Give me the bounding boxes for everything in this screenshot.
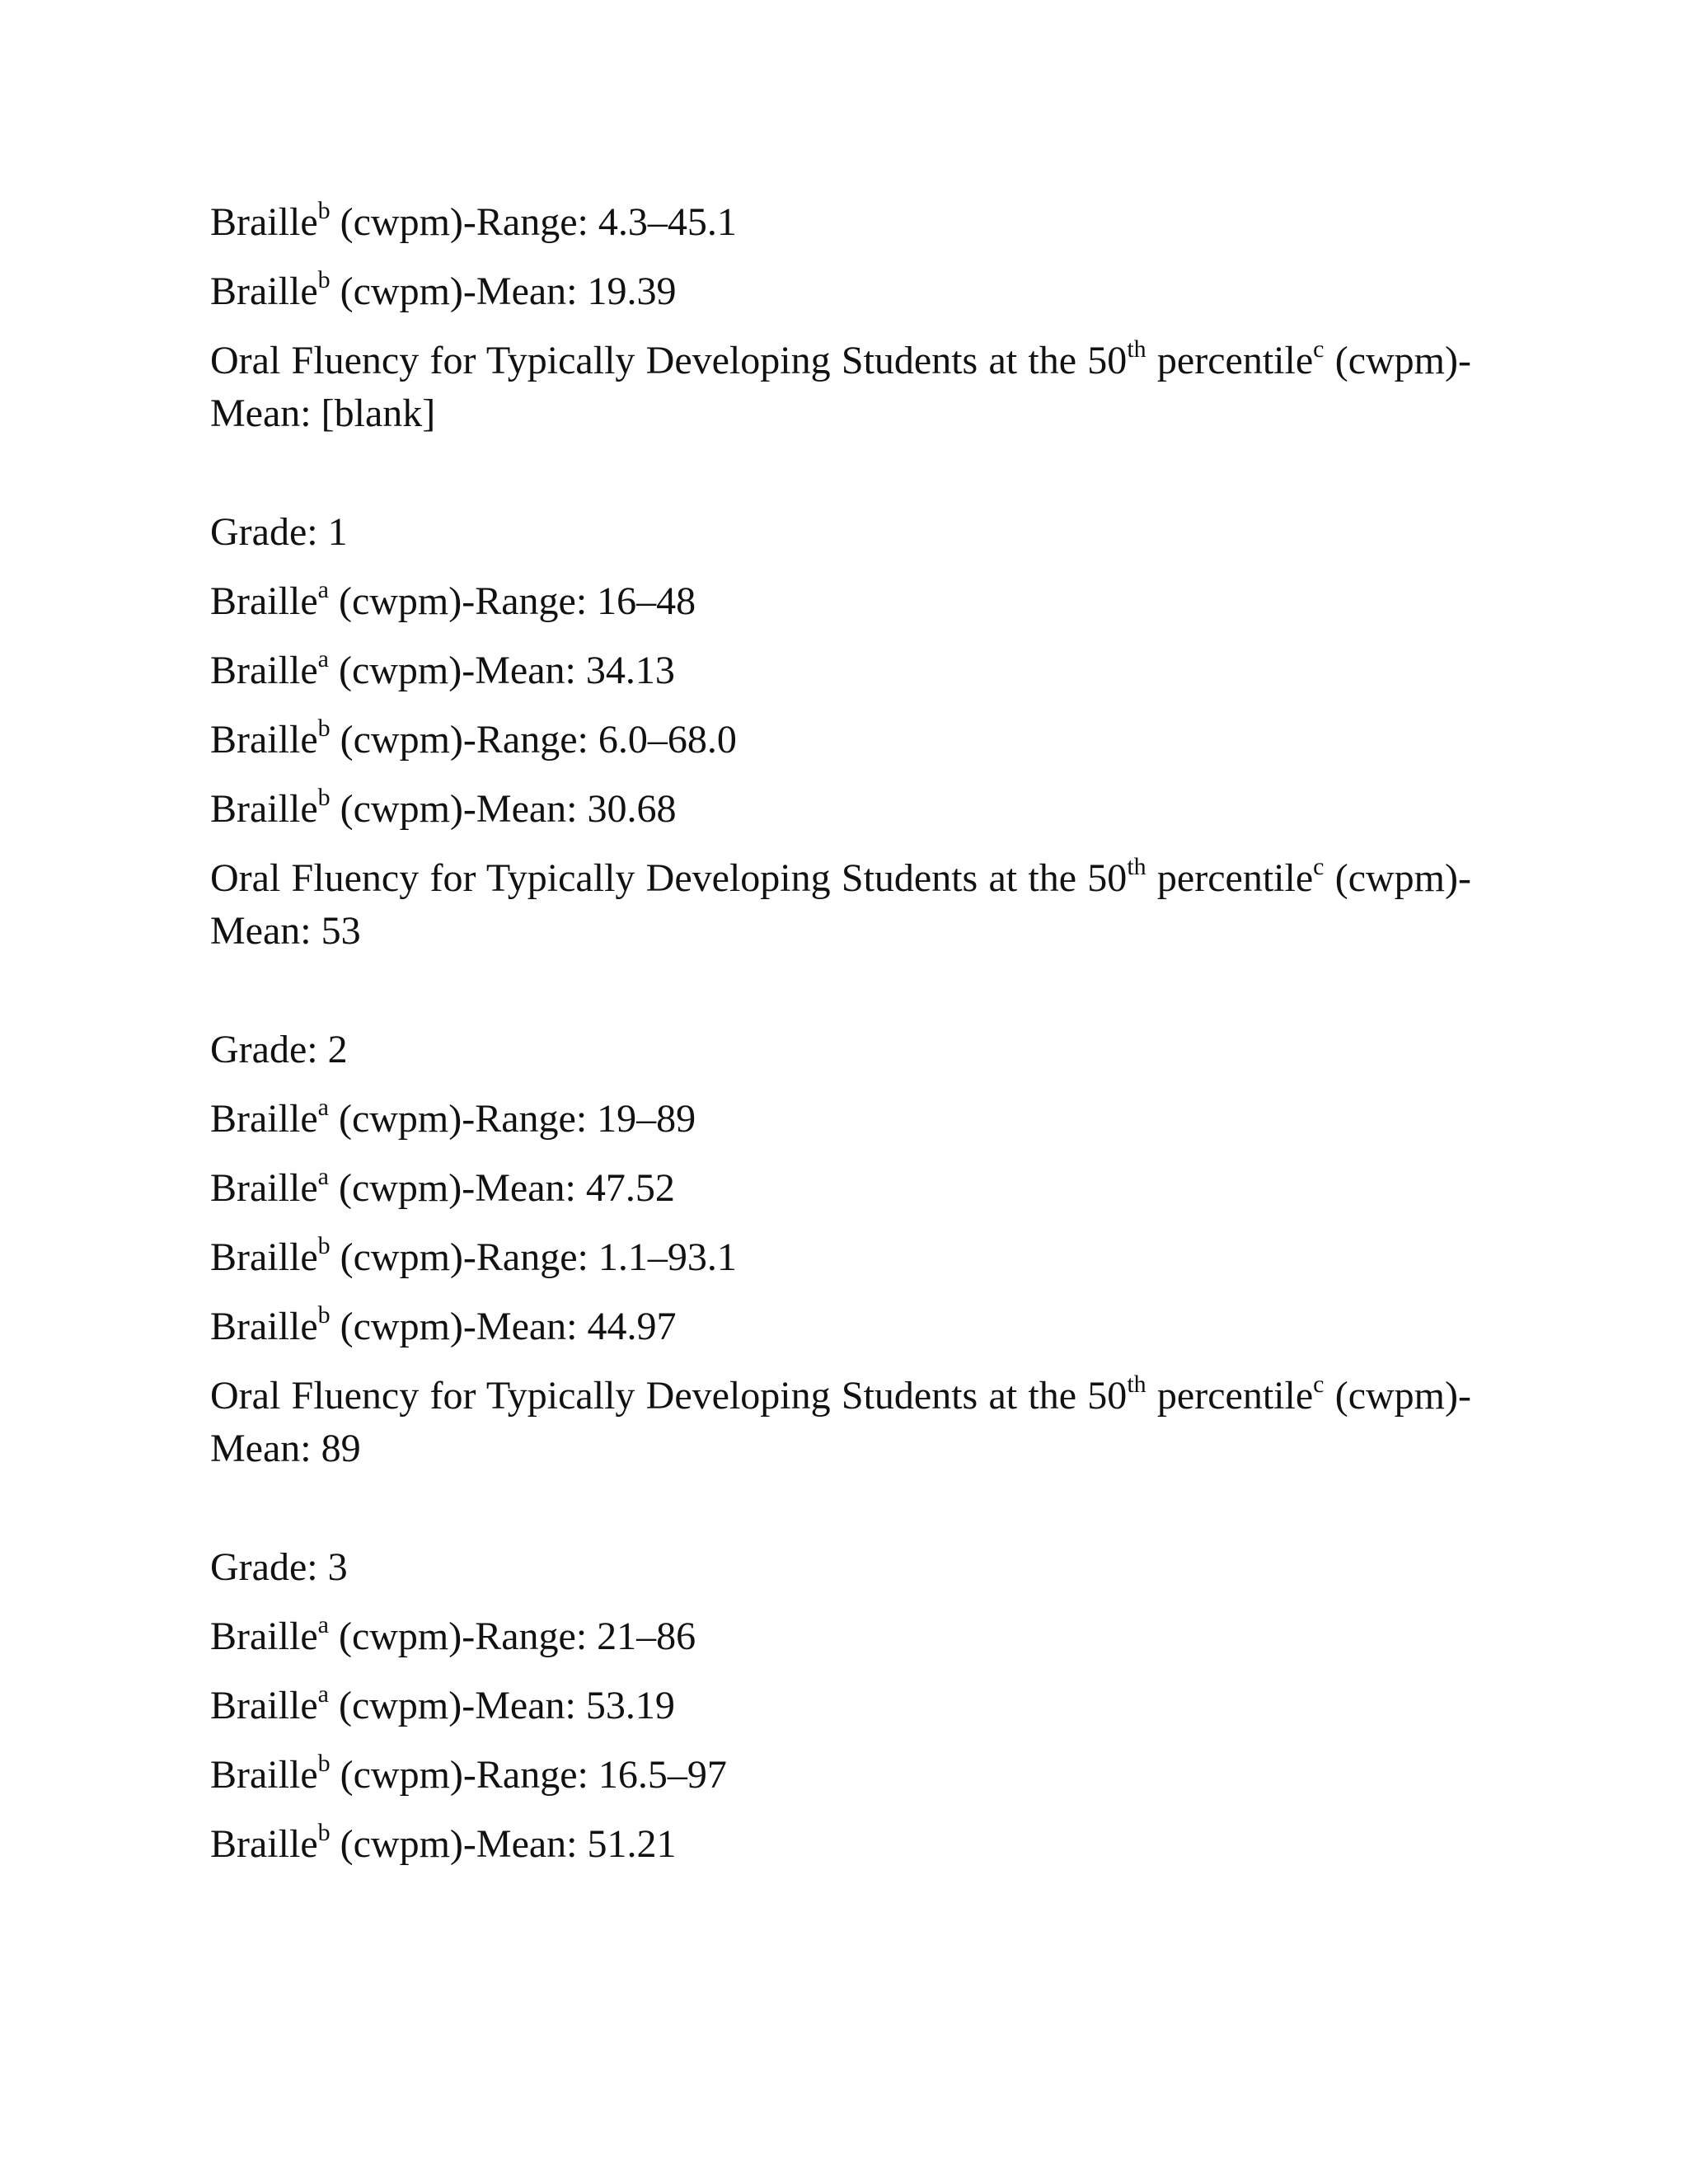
braille-label: Braille xyxy=(210,269,318,313)
braille-label: Braille xyxy=(210,787,318,831)
footnote-mark: b xyxy=(317,715,331,742)
braille-a-range-line xyxy=(210,1093,1471,1146)
oral-fluency-label: Oral Fluency for Typically Developing Students at the 50 xyxy=(210,1374,1128,1418)
braille-value: (cwpm)-Mean: 53.19 xyxy=(328,1684,675,1727)
braille-a-mean-line xyxy=(210,644,1471,697)
footnote-mark: a xyxy=(317,1163,329,1190)
braille-value: (cwpm)-Range: 21–86 xyxy=(328,1615,696,1658)
braille-label: Braille xyxy=(210,649,318,692)
braille-b-range-line xyxy=(210,1231,1471,1284)
footnote-mark: b xyxy=(317,1301,331,1329)
braille-label: Braille xyxy=(210,1615,318,1658)
braille-value: (cwpm)-Range: 1.1–93.1 xyxy=(330,1235,737,1279)
braille-value: (cwpm)-Range: 6.0–68.0 xyxy=(330,718,737,762)
braille-a-mean-line xyxy=(210,1680,1471,1732)
oral-fluency-label: Oral Fluency for Typically Developing Students at the 50 xyxy=(210,856,1128,900)
oral-fluency-label-cont: percentile xyxy=(1146,339,1314,382)
braille-label: Braille xyxy=(210,1166,318,1210)
braille-value: (cwpm)-Mean: 34.13 xyxy=(328,649,675,692)
oral-fluency-paragraph xyxy=(210,335,1471,440)
footnote-mark: b xyxy=(317,784,331,811)
oral-fluency-value: (cwpm)-Mean: 89 xyxy=(210,1374,1471,1470)
braille-value: (cwpm)-Range: 16–48 xyxy=(328,579,696,623)
braille-label: Braille xyxy=(210,1753,318,1797)
ordinal-suffix: th xyxy=(1127,1371,1146,1398)
oral-fluency-label: Oral Fluency for Typically Developing Students at the 50 xyxy=(210,339,1128,382)
ordinal-suffix: th xyxy=(1127,853,1146,880)
braille-label: Braille xyxy=(210,1684,318,1727)
footnote-mark: a xyxy=(317,576,329,603)
oral-fluency-paragraph xyxy=(210,852,1471,958)
grade-heading: Grade: 3 xyxy=(210,1545,348,1589)
braille-label: Braille xyxy=(210,579,318,623)
footnote-mark: b xyxy=(317,266,331,293)
footnote-mark: c xyxy=(1313,1371,1325,1398)
footnote-mark: b xyxy=(317,1232,331,1259)
braille-value: (cwpm)-Mean: 44.97 xyxy=(330,1305,677,1348)
oral-fluency-label-cont: percentile xyxy=(1146,1374,1314,1418)
footnote-mark: a xyxy=(317,1094,329,1121)
braille-b-mean-line xyxy=(210,265,1471,318)
footnote-mark: c xyxy=(1313,853,1325,880)
footnote-mark: a xyxy=(317,1611,329,1638)
braille-b-range-line xyxy=(210,714,1471,766)
footnote-mark: b xyxy=(317,1819,331,1846)
footnote-mark: b xyxy=(317,1750,331,1777)
braille-value: (cwpm)-Mean: 47.52 xyxy=(328,1166,675,1210)
braille-value: (cwpm)-Mean: 19.39 xyxy=(330,269,677,313)
braille-b-mean-line xyxy=(210,1301,1471,1353)
footnote-mark: a xyxy=(317,1680,329,1708)
oral-fluency-value: (cwpm)-Mean: [blank] xyxy=(210,339,1471,435)
footnote-mark: b xyxy=(317,197,331,224)
footnote-mark: a xyxy=(317,645,329,673)
braille-value: (cwpm)-Range: 19–89 xyxy=(328,1097,696,1141)
braille-label: Braille xyxy=(210,1097,318,1141)
braille-label: Braille xyxy=(210,1235,318,1279)
oral-fluency-paragraph xyxy=(210,1370,1471,1475)
grade-heading: Grade: 2 xyxy=(210,1028,348,1071)
braille-b-mean-line xyxy=(210,1818,1471,1871)
braille-label: Braille xyxy=(210,200,318,244)
braille-value: (cwpm)-Mean: 30.68 xyxy=(330,787,677,831)
grade-heading: Grade: 1 xyxy=(210,510,348,554)
ordinal-suffix: th xyxy=(1127,335,1146,363)
braille-value: (cwpm)-Range: 16.5–97 xyxy=(330,1753,727,1797)
braille-b-range-line xyxy=(210,196,1471,249)
footnote-mark: c xyxy=(1313,335,1325,363)
document-page xyxy=(210,196,1471,1887)
oral-fluency-label-cont: percentile xyxy=(1146,856,1314,900)
braille-a-range-line xyxy=(210,575,1471,628)
braille-value: (cwpm)-Mean: 51.21 xyxy=(330,1822,677,1866)
braille-b-mean-line xyxy=(210,783,1471,836)
braille-label: Braille xyxy=(210,718,318,762)
braille-a-range-line xyxy=(210,1610,1471,1663)
braille-a-mean-line xyxy=(210,1162,1471,1215)
braille-b-range-line xyxy=(210,1749,1471,1802)
braille-value: (cwpm)-Range: 4.3–45.1 xyxy=(330,200,737,244)
oral-fluency-value: (cwpm)-Mean: 53 xyxy=(210,856,1471,953)
braille-label: Braille xyxy=(210,1822,318,1866)
braille-label: Braille xyxy=(210,1305,318,1348)
